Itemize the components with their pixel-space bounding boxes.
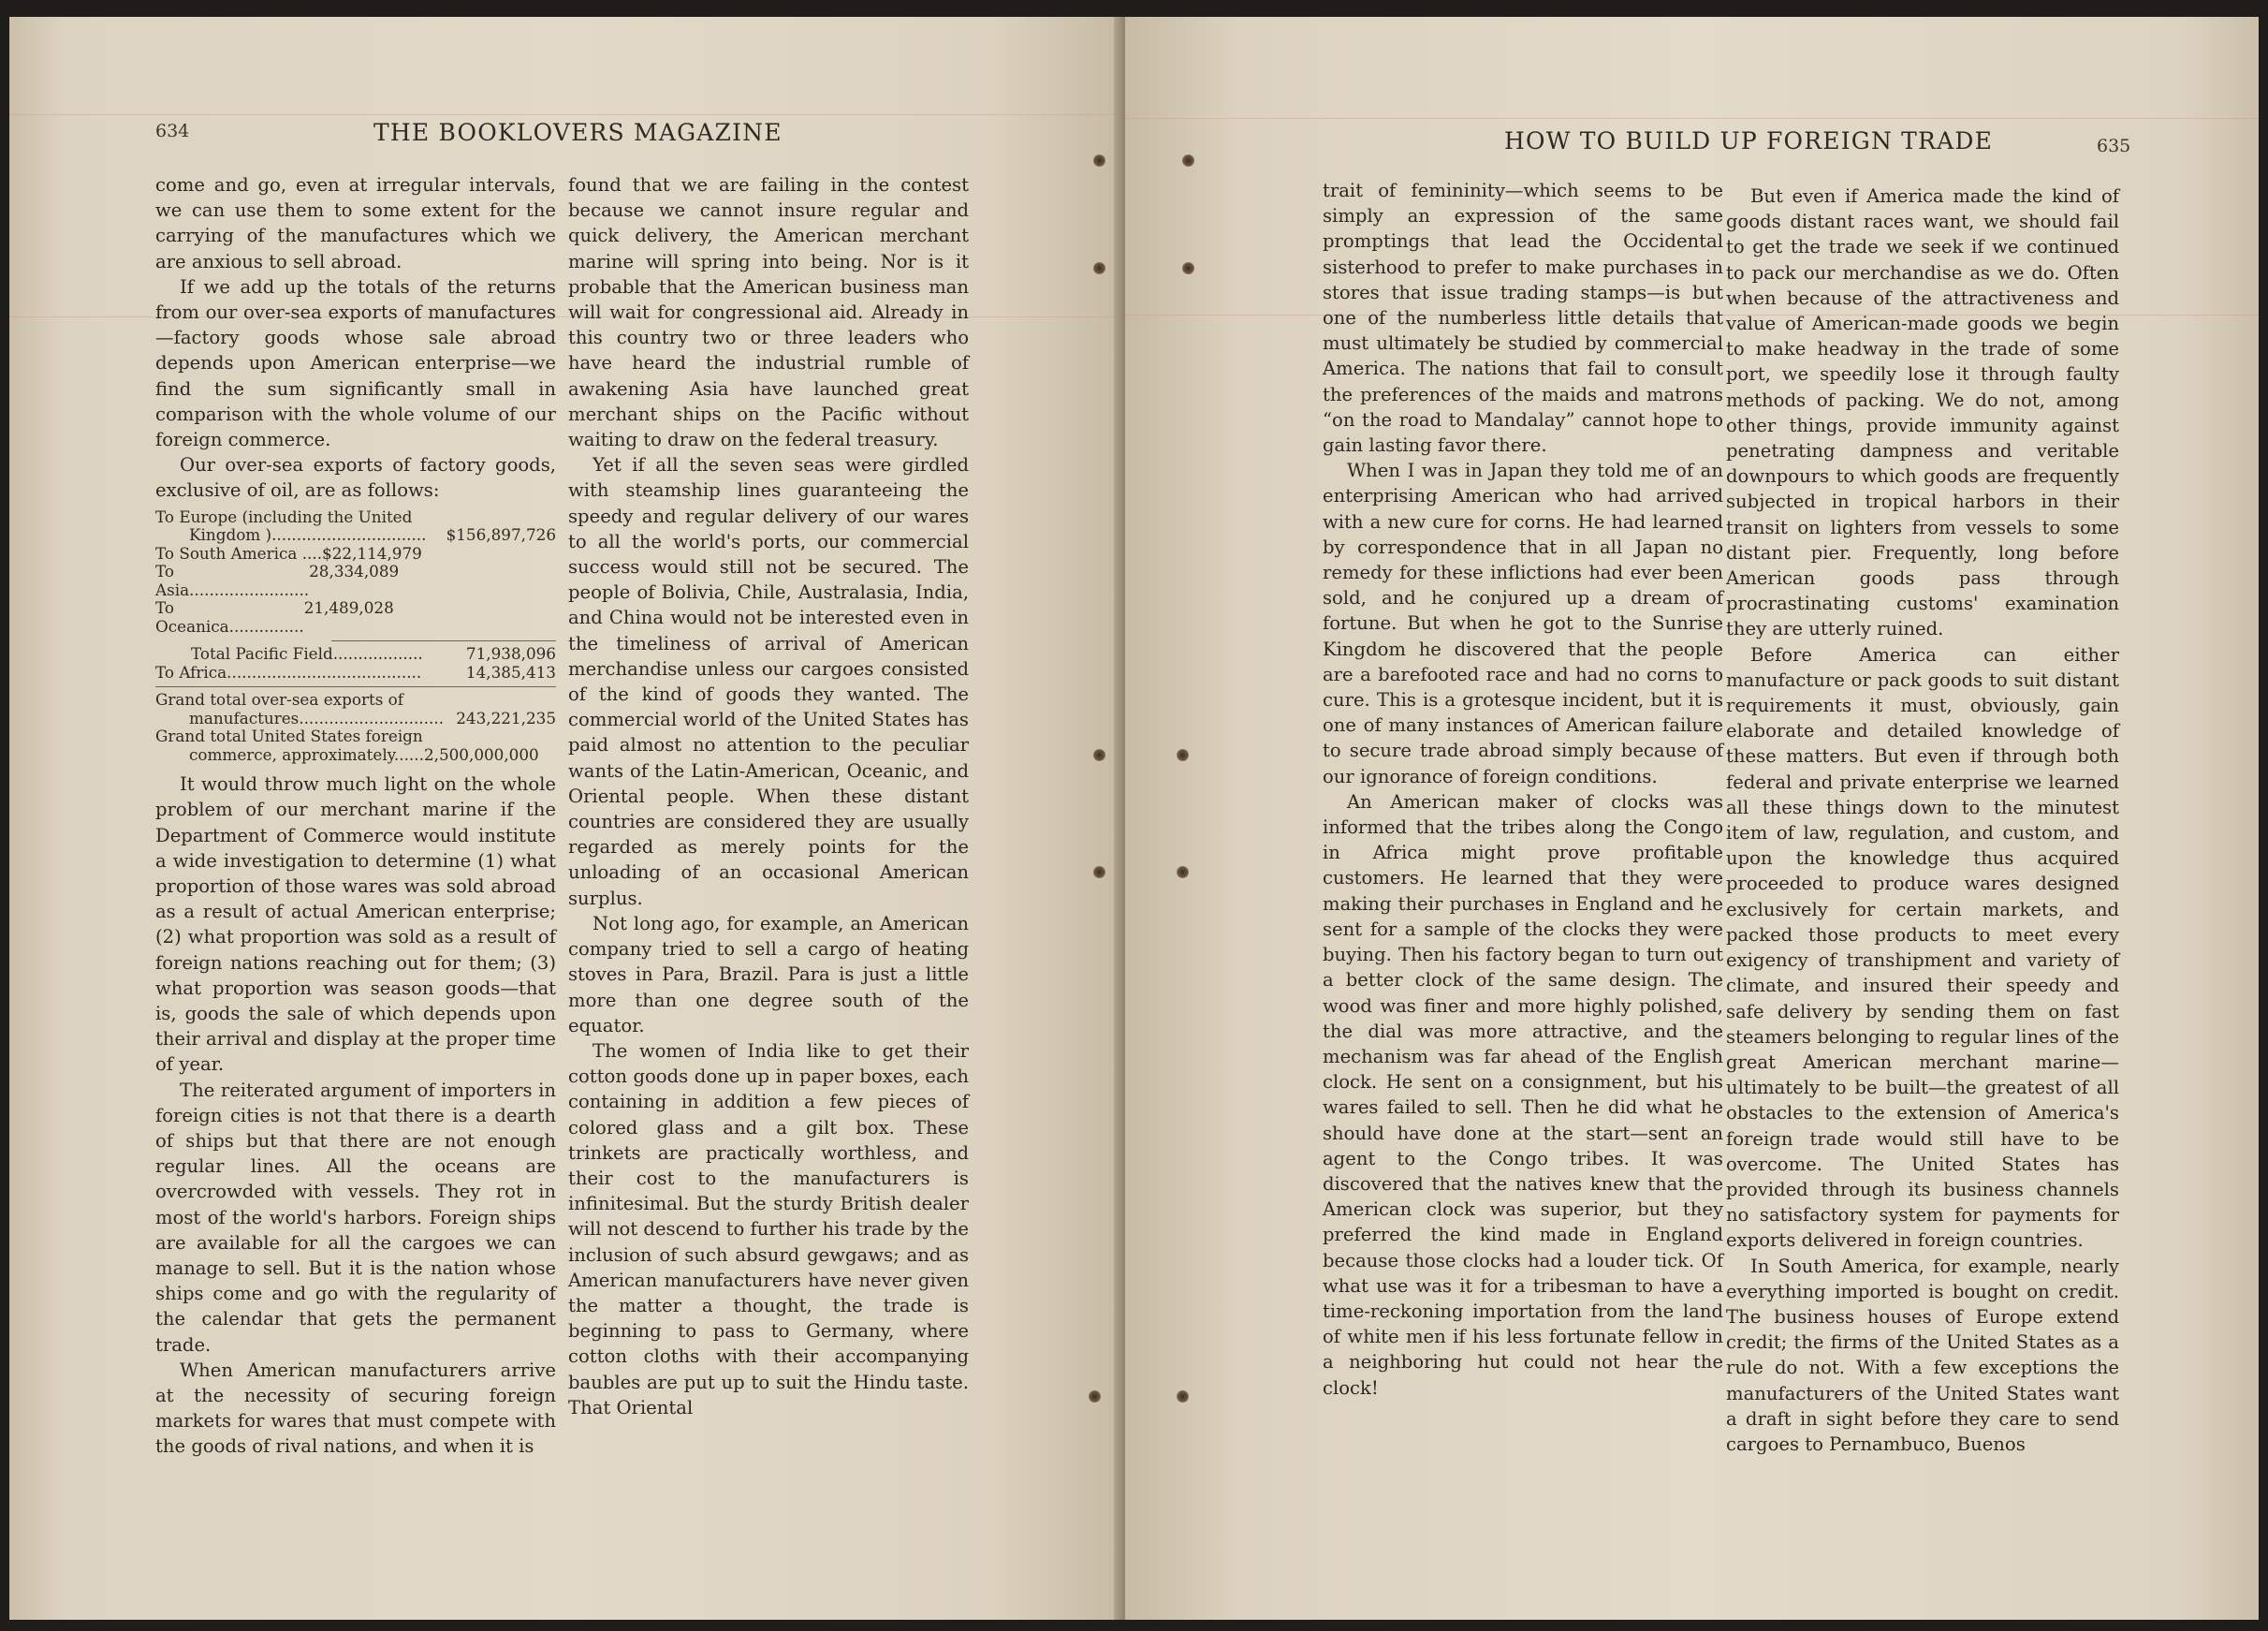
- table-row-grand-us-label: Grand total United States foreign: [155, 727, 423, 746]
- table-row-grand-overseas-label: Grand total over-sea exports of: [155, 690, 403, 710]
- paragraph: Not long ago, for example, an American company tried to sell a cargo of heating stoves in Para, Brazil. Para is just a little more than one degree south of the equator.: [568, 912, 969, 1036]
- table-value: 14,385,413: [465, 662, 556, 682]
- paragraph: But even if America made the kind of goods distant races want, we should fail to get the trade we seek if we continued to pack our merchandise as we do. Often when because of the attractiveness and value of American-made goods we begin to make headway in the trade of some port, we speedily lose it through faulty methods of packing. We do not, among other things, provide immunity against penetrating dampness and veritable downpours to which goods are frequently subjected in tropical harbors in their transit on lighters from vessels to some distant pier. Frequently, long before American goods pass through procrastinating customs' examination they are utterly ruined.: [1726, 185, 2119, 640]
- table-row-south-america: To South America ....$22,114,979: [155, 543, 422, 563]
- left-page-number: 634: [155, 121, 190, 141]
- table-row-grand-us: commerce, approximately......2,500,000,000: [189, 744, 539, 764]
- binding-hole-mark: [1093, 154, 1105, 167]
- paragraph: The reiterated argument of importers in foreign cities is not that there is a dearth of ships but that there are not enough regular lines. All the oceans are overcrowded with vessels. They rot in most of the world's harbors. Foreign ships are available for all the cargoes we can manage to sell. But it is the nation whose ships come and go with the regularity of the calendar that gets the permanent trade.: [155, 1079, 556, 1356]
- paragraph: Yet if all the seven seas were girdled with steamship lines guaranteeing the speedy and regular delivery of our wares to all the world's ports, our commercial success would still not be secured. The people of Bolivia, Chile, Australasia, India, and China would not be interested even in the timeliness of arrival of American merchandise unless our cargoes consisted of the kind of goods they wanted. The commercial world of the United States has paid almost no attention to the peculiar wants of the Latin-American, Oceanic, and Oriental people. When these distant countries are considered they are usually regarded as merely points for the unloading of an occasional American surplus.: [568, 454, 969, 909]
- table-divider: [331, 640, 556, 641]
- table-row-africa: To Africa....................................... 14,385,413: [155, 662, 556, 682]
- table-value: 243,221,235: [456, 708, 556, 727]
- paragraph: trait of femininity—which seems to be simply an expression of the same promptings that lead the Occidental sisterhood to prefer to make purchases in stores that issue trading stamps—is but one of the numberless little details that must ultimately be studied by commercial America. The nations that fail to consult the preferences of the maids and matrons “on the road to Mandalay” cannot hope to gain lasting favor there.: [1323, 180, 1723, 457]
- binding-hole-mark: [1093, 866, 1105, 878]
- right-column-1: [1323, 178, 1723, 1401]
- table-row-grand-overseas: manufactures............................. 243,221,235: [189, 708, 556, 727]
- binding-hole-mark: [1089, 1390, 1101, 1403]
- paragraph: The women of India like to get their cotton goods done up in paper boxes, each containing in addition a few pieces of colored glass and a gilt box. These trinkets are practically worthless, and their cost to the manufacturers is infinitesimal. But the sturdy British dealer will not descend to further his trade by the inclusion of such absurd gewgaws; and as American manufacturers have never given the matter a thought, the trade is beginning to pass to Germany, where cotton cloths with their accompanying baubles are put up to suit the Hindu taste. That Oriental: [568, 1039, 969, 1418]
- table-row-pacific-total: Total Pacific Field.................. 71,938,096: [191, 644, 556, 664]
- paragraph: In South America, for example, nearly everything imported is bought on credit. The business houses of Europe extend credit; the firms of the United States as a rule do not. With a few exceptions the manufacturers of the United States want a draft in sight before they care to send cargoes to Pernambuco, Buenos: [1726, 1255, 2119, 1455]
- table-divider: [155, 686, 556, 687]
- binding-hole-mark: [1177, 1390, 1189, 1403]
- paragraph: Before America can either manufacture or pack goods to suit distant requirements it must, obviously, gain elaborate and detailed knowledge of these matters. But even if through both federal and private enterprise we learned all these things down to the minutest item of law, regulation, and custom, and upon the knowledge thus acquired proceeded to produce wares designed exclusively for certain markets, and packed those products to meet every exigency of transhipment and variety of climate, and insured their speedy and safe delivery by sending them on fast steamers belonging to regular lines of the great American merchant marine—ultimately to be built—the greatest of all obstacles to the extension of America's foreign trade would still have to be overcome. The United States has provided through its business channels no satisfactory system for payments for exports delivered in foreign countries.: [1726, 643, 2119, 1252]
- table-value: 28,334,089: [309, 562, 400, 581]
- table-value: 71,938,096: [465, 644, 556, 664]
- paragraph: Our over-sea exports of factory goods, exclusive of oil, are as follows:: [155, 454, 556, 502]
- left-column-1: [155, 172, 556, 1460]
- paragraph: It would throw much light on the whole problem of our merchant marine if the Department of Commerce would institute a wide investigation to determine (1) what proportion of those wares was sold abroad as a result of actual American enterprise; (2) what proportion was sold as a result of foreign nations reaching out for them; (3) what proportion was season goods—that is, goods the sale of which depends upon their arrival and display at the proper time of year.: [155, 773, 556, 1076]
- table-row-asia: To Asia........................ 28,334,089: [155, 562, 400, 599]
- binding-hole-mark: [1177, 749, 1189, 761]
- paragraph: When American manufacturers arrive at the necessity of securing foreign markets for wares that must compete with the goods of rival nations, and when it is: [155, 1359, 556, 1458]
- binding-hole-mark: [1182, 154, 1194, 167]
- table-value: 21,489,028: [303, 598, 394, 618]
- exports-table: [155, 508, 556, 765]
- paragraph: When I was in Japan they told me of an enterprising American who had arrived with a new cure for corns. He had learned by correspondence that in all Japan no remedy for these inflictions had ever been sold, and he conjured up a dream of fortune. But when he got to the Sunrise Kingdom he discovered that the people are a barefooted race and had no corns to cure. This is a grotesque incident, but it is one of many instances of American failure to secure trade abroad simply because of our ignorance of foreign conditions.: [1323, 460, 1723, 787]
- right-column-2: [1726, 184, 2119, 1457]
- right-running-header: HOW TO BUILD UP FOREIGN TRADE: [1504, 127, 1994, 154]
- table-row-europe-label: To Europe (including the United: [155, 507, 413, 526]
- table-row-europe: Kingdom )............................... $156,897,726: [189, 525, 556, 545]
- table-value: $156,897,726: [446, 525, 556, 545]
- table-row-oceanica: To Oceanica............... 21,489,028: [155, 598, 394, 636]
- paragraph: come and go, even at irregular intervals, we can use them to some extent for the carrying of the manufactures which we are anxious to sell abroad.: [155, 174, 556, 272]
- binding-hole-mark: [1093, 749, 1105, 761]
- paragraph: found that we are failing in the contest because we cannot insure regular and quick delivery, the American merchant marine will spring into being. Nor is it probable that the American business man will wait for congressional aid. Already in this country two or three leaders who have heard the industrial rumble of awakening Asia have launched great merchant ships on the Pacific without waiting to draw on the federal treasury.: [568, 174, 969, 451]
- right-page-number: 635: [2097, 136, 2131, 156]
- left-column-2: [568, 172, 969, 1420]
- binding-hole-mark: [1182, 262, 1194, 274]
- binding-hole-mark: [1093, 262, 1105, 274]
- left-running-header: THE BOOKLOVERS MAGAZINE: [373, 119, 783, 146]
- binding-hole-mark: [1177, 866, 1189, 878]
- paragraph: If we add up the totals of the returns from our over-sea exports of manufactures—factory goods whose sale abroad depends upon American enterprise—we find the sum significantly small in comparison with the whole volume of our foreign commerce.: [155, 275, 556, 451]
- paragraph: An American maker of clocks was informed that the tribes along the Congo in Africa might prove profitable customers. He learned that they were making their purchases in England and he sent for a sample of the clocks they were buying. Then his factory began to turn out a better clock of the same design. The wood was finer and more highly polished, the dial was more attractive, and the mechanism was far ahead of the English clock. He sent on a consignment, but his wares failed to sell. Then he did what he should have done at the start—sent an agent to the Congo tribes. It was discovered that the natives knew that the American clock was superior, but they preferred the kind made in England because those clocks had a louder tick. Of what use was it for a tribesman to have a time-reckoning importation from the land of white men if his less fortunate fellow in a neighboring hut could not hear the clock!: [1323, 790, 1723, 1399]
